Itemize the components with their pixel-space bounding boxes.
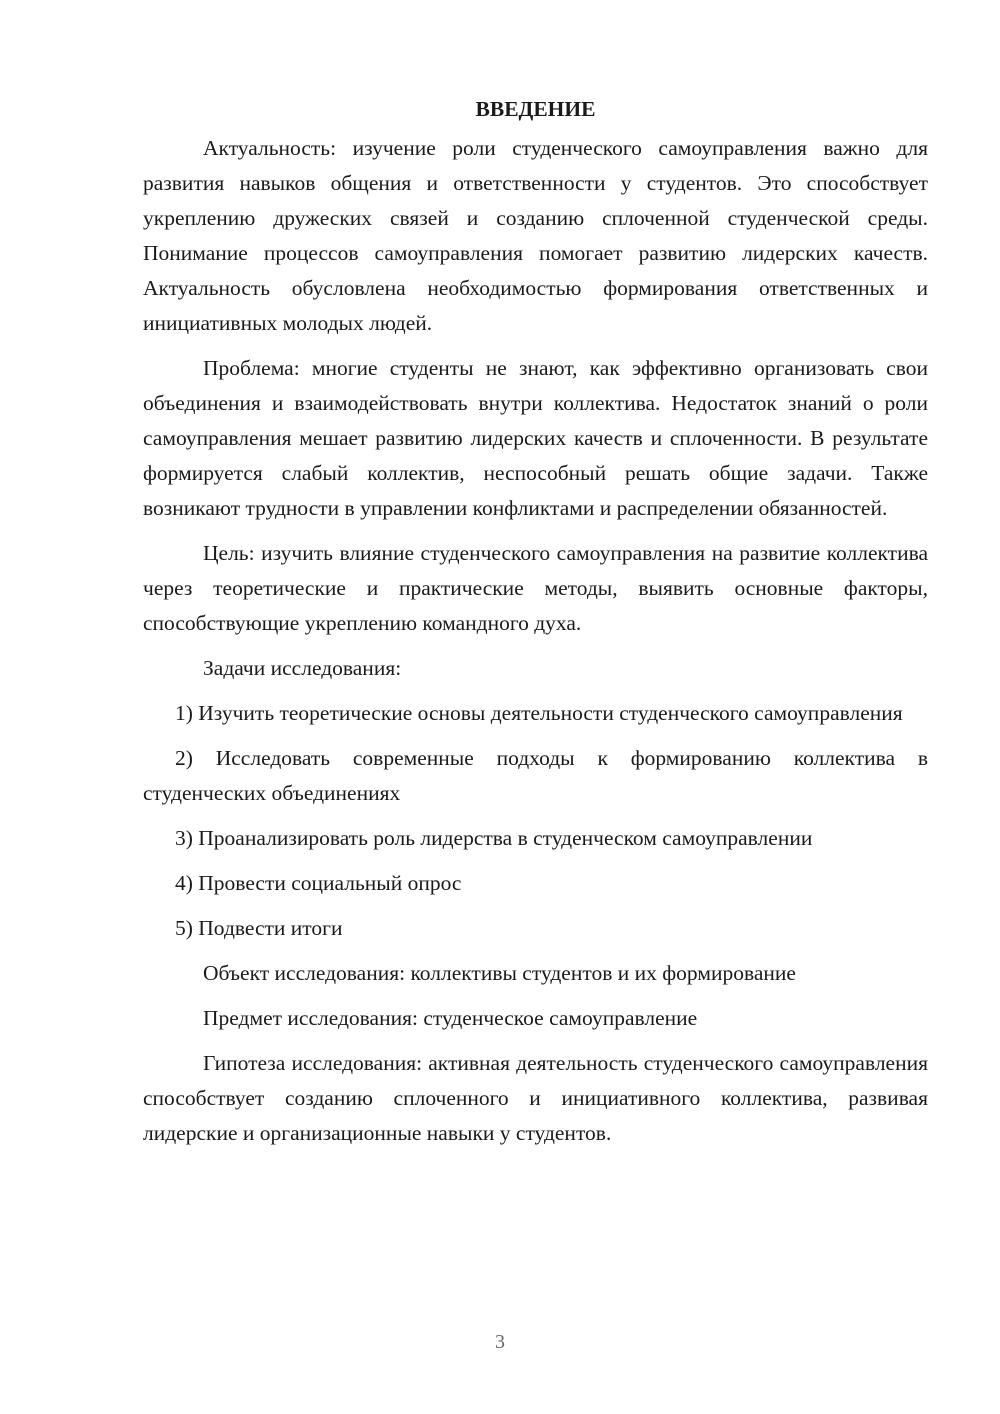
- goal-paragraph: Цель: изучить влияние студенческого самоуправления на развитие коллектива через теоретические и практические методы, выявить основные факторы, способствующие укреплению командного духа.: [143, 541, 928, 635]
- page-number: 3: [495, 1331, 505, 1353]
- document-page: [143, 92, 928, 1161]
- task-item-4: 4) Провести социальный опрос: [175, 871, 462, 895]
- subject-paragraph: Предмет исследования: студенческое самоуправление: [203, 1006, 698, 1030]
- task-item-1: 1) Изучить теоретические основы деятельности студенческого самоуправления: [175, 701, 903, 725]
- tasks-heading: Задачи исследования:: [203, 656, 402, 680]
- relevance-paragraph: Актуальность: изучение роли студенческого самоуправления важно для развития навыков общения и ответственности у студентов. Это способствует укреплению дружеских связей и созданию сплоченной студенческой среды. Понимание процессов самоуправления помогает развитию лидерских качеств. Актуальность обусловлена необходимостью формирования ответственных и инициативных молодых людей.: [143, 136, 928, 335]
- page-title: ВВЕДЕНИЕ: [475, 97, 596, 121]
- hypothesis-paragraph: Гипотеза исследования: активная деятельность студенческого самоуправления способствует созданию сплоченного и инициативного коллектива, развивая лидерские и организационные навыки у студентов.: [143, 1051, 928, 1145]
- object-paragraph: Объект исследования: коллективы студентов и их формирование: [203, 961, 796, 985]
- task-item-3: 3) Проанализировать роль лидерства в студенческом самоуправлении: [175, 826, 813, 850]
- task-item-5: 5) Подвести итоги: [175, 916, 343, 940]
- task-item-2: 2) Исследовать современные подходы к формированию коллектива в студенческих объединениях: [143, 746, 928, 805]
- problem-paragraph: Проблема: многие студенты не знают, как эффективно организовать свои объединения и взаимодействовать внутри коллектива. Недостаток знаний о роли самоуправления мешает развитию лидерских качеств и сплоченности. В результате формируется слабый коллектив, неспособный решать общие задачи. Также возникают трудности в управлении конфликтами и распределении обязанностей.: [143, 356, 928, 520]
